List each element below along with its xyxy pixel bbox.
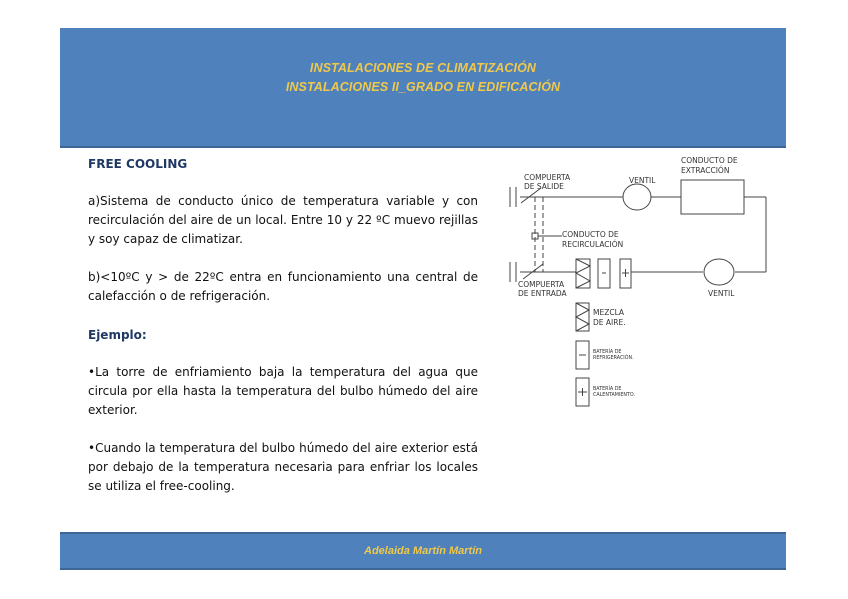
bullet-2: •Cuando la temperatura del bulbo húmedo del aire exterior está por debajo de la temperatura necesaria para enfriar los locales se utiliza el free-cooling. bbox=[88, 441, 478, 493]
label-compuerta-salida-1: COMPUERTA bbox=[524, 173, 571, 182]
label-conducto-extraccion-1: CONDUCTO DE bbox=[681, 156, 738, 165]
paragraph-a: a)Sistema de conducto único de temperatura variable y con recirculación del aire de un local. Entre 10 y 22 ºC muevo rejillas y soy capaz de climatizar. bbox=[88, 194, 478, 246]
legend-refrigeracion-2: REFRIGERACIÓN. bbox=[593, 356, 634, 361]
slide-footer bbox=[60, 532, 786, 570]
label-compuerta-entrada-2: DE ENTRADA bbox=[518, 289, 567, 298]
paragraph-b: b)<10ºC y > de 22ºC entra en funcionamiento una central de calefacción o de refrigeración. bbox=[88, 270, 478, 303]
legend-calentamiento-2: CALENTAMIENTO. bbox=[593, 393, 635, 398]
label-ventil-top: VENTIL bbox=[629, 176, 656, 185]
course-subtitle: INSTALACIONES II_GRADO EN EDIFICACIÓN bbox=[285, 80, 561, 94]
legend-calentamiento-1: BATERÍA DE bbox=[593, 387, 622, 392]
legend-mezcla-2: DE AIRE. bbox=[593, 318, 626, 327]
author-name: Adelaida Martín Martín bbox=[364, 545, 482, 557]
legend-mezcla-1: MEZCLA bbox=[593, 308, 625, 317]
legend-refrigeracion-1: BATERÍA DE bbox=[593, 350, 622, 355]
bullet-1: •La torre de enfriamiento baja la temperatura del agua que circula por ella hasta la temperatura del bulbo húmedo del aire exterior. bbox=[88, 365, 478, 417]
course-title: INSTALACIONES DE CLIMATIZACIÓN bbox=[309, 61, 537, 75]
label-compuerta-salida-2: DE SALIDE bbox=[524, 182, 564, 191]
label-conducto-recirculacion-1: CONDUCTO DE bbox=[562, 230, 619, 239]
label-conducto-recirculacion-2: RECIRCULACIÓN bbox=[562, 240, 624, 249]
label-ventil-bottom: VENTIL bbox=[708, 289, 735, 298]
section-title: FREE COOLING bbox=[88, 157, 188, 171]
label-compuerta-entrada-1: COMPUERTA bbox=[518, 280, 565, 289]
label-conducto-extraccion-2: EXTRACCIÓN bbox=[681, 166, 730, 175]
example-heading: Ejemplo: bbox=[88, 328, 147, 342]
